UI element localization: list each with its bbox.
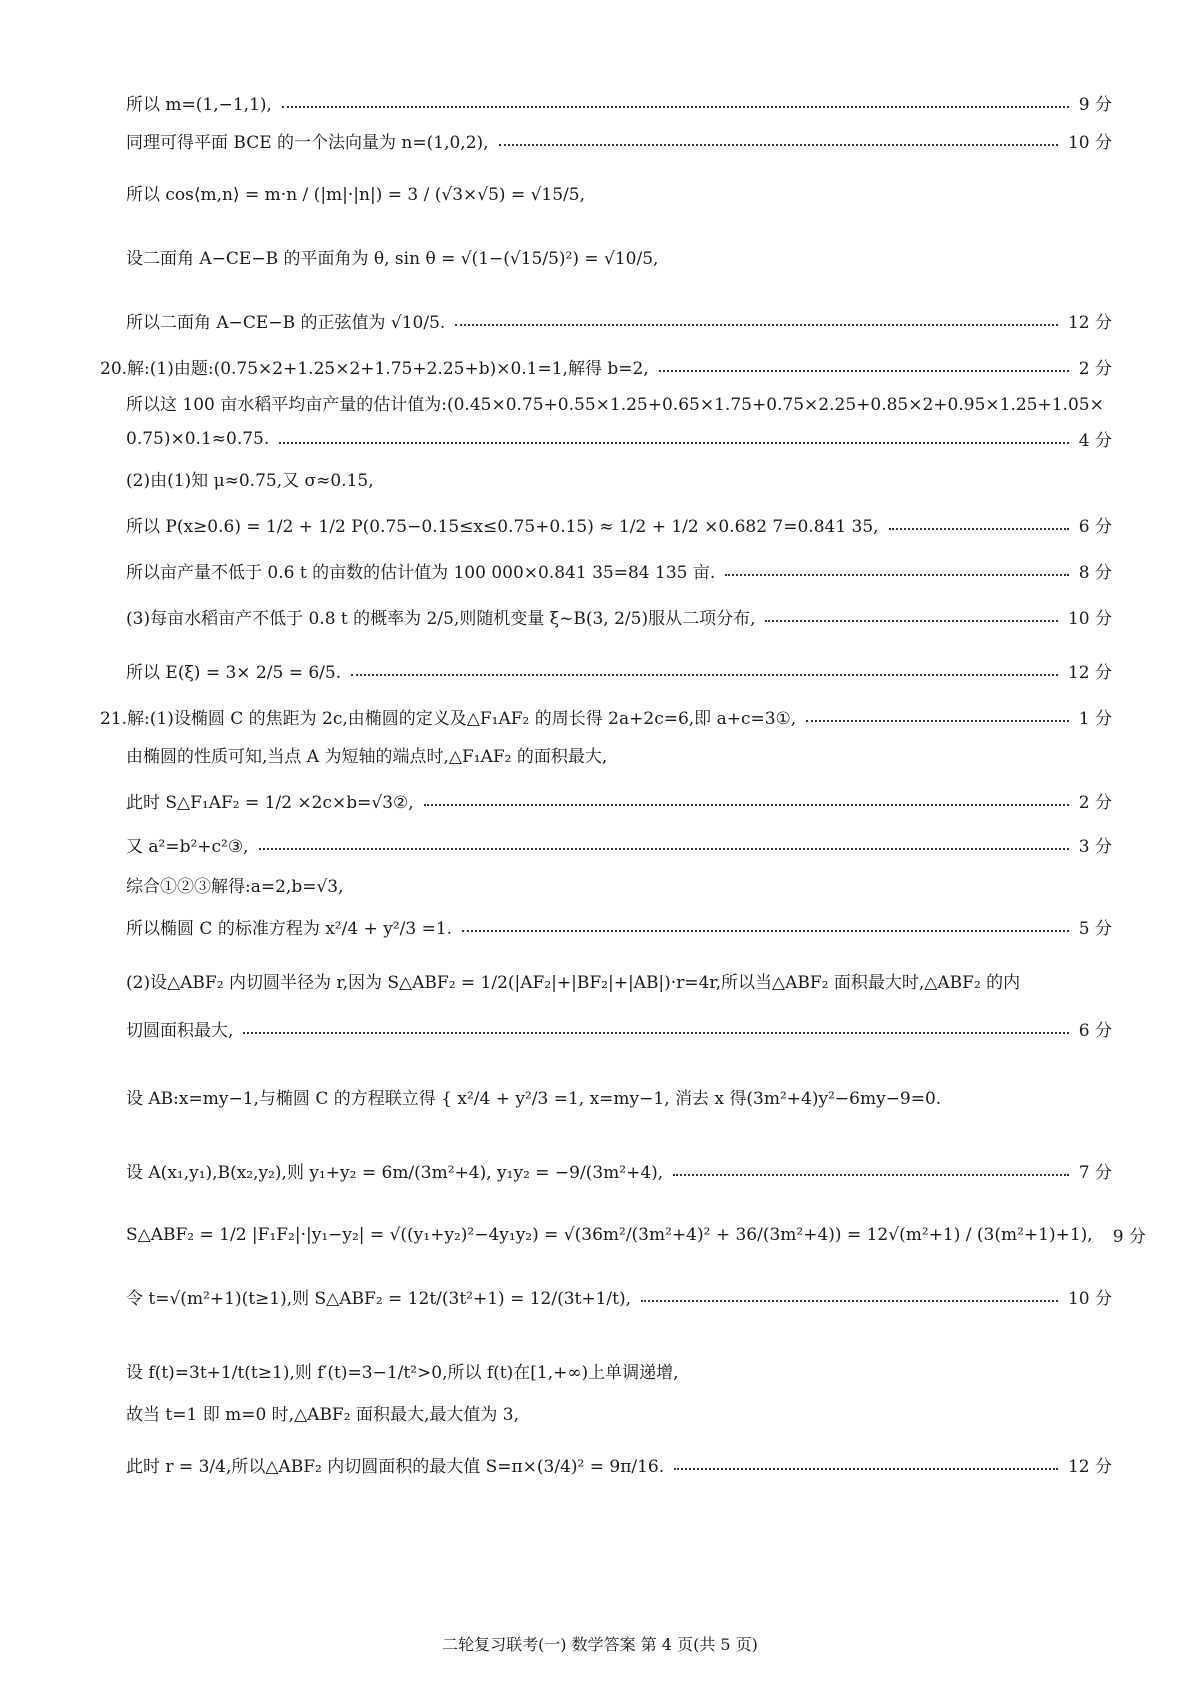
leader-dots [641, 1300, 1058, 1302]
line-text: 故当 t=1 即 m=0 时,△ABF₂ 面积最大,最大值为 3, [126, 1405, 519, 1425]
leader-dots [674, 1468, 1058, 1470]
leader-dots [806, 720, 1069, 722]
line-text: 由椭圆的性质可知,当点 A 为短轴的端点时,△F₁AF₂ 的面积最大, [126, 747, 608, 767]
solution-line [126, 90, 1112, 115]
page-footer: 二轮复习联考(一) 数学答案 第 4 页(共 5 页) [442, 1635, 758, 1654]
solution-line [126, 390, 1104, 415]
score-label: 3 分 [1078, 837, 1112, 857]
solution-line [126, 872, 344, 897]
line-text: 所以 P(x≥0.6) = 1/2 + 1/2 P(0.75−0.15≤x≤0.75+0.15) ≈ 1/2 + 1/2 ×0.682 7=0.841 35, [126, 517, 879, 537]
leader-dots [243, 1032, 1068, 1034]
score-label: 12 分 [1067, 663, 1112, 683]
score-label: 8 分 [1078, 563, 1112, 583]
solution-line [126, 1358, 679, 1383]
solution-line [126, 426, 1112, 451]
line-text: 所以 m=(1,−1,1), [126, 95, 272, 115]
solution-line [126, 788, 1112, 813]
line-text: 0.75)×0.1≈0.75. [126, 428, 270, 449]
line-text: 同理可得平面 BCE 的一个法向量为 n=(1,0,2), [126, 133, 489, 153]
solution-line [126, 308, 1112, 333]
line-text: 切圆面积最大, [126, 1021, 234, 1041]
score-label: 10 分 [1067, 133, 1112, 153]
solution-line [126, 832, 1112, 857]
leader-dots [259, 848, 1069, 850]
solution-line [126, 604, 1112, 629]
leader-dots [424, 804, 1069, 806]
solution-line [126, 742, 607, 767]
line-text: S△ABF₂ = 1/2 |F₁F₂|·|y₁−y₂| = √((y₁+y₂)²−4y₁y₂) = √(36m²/(3m²+4)² + 36/(3m²+4)) = 12√(m²+1) / (3(m²+1)+1), [126, 1224, 1093, 1245]
leader-dots [725, 574, 1069, 576]
leader-dots [673, 1174, 1069, 1176]
question-20-start [100, 354, 1112, 379]
solution-line [126, 1158, 1112, 1183]
score-label: 10 分 [1067, 609, 1112, 629]
line-text: (3)每亩水稻亩产不低于 0.8 t 的概率为 2/5,则随机变量 ξ~B(3, 2/5)服从二项分布, [126, 609, 756, 629]
line-text: 设二面角 A−CE−B 的平面角为 θ, sin θ = √(1−(√15/5)²) = √10/5, [126, 249, 659, 269]
solution-line [126, 658, 1112, 683]
solution-line [126, 1284, 1112, 1309]
leader-dots [889, 528, 1069, 530]
line-text: 21.解:(1)设椭圆 C 的焦距为 2c,由椭圆的定义及△F₁AF₂ 的周长得 2a+2c=6,即 a+c=3①, [100, 709, 797, 729]
leader-dots [462, 930, 1069, 932]
line-text: 设 A(x₁,y₁),B(x₂,y₂),则 y₁+y₂ = 6m/(3m²+4), y₁y₂ = −9/(3m²+4), [126, 1163, 664, 1183]
line-text: 所以 cos⟨m,n⟩ = m·n / (|m|·|n|) = 3 / (√3×√5) = √15/5, [126, 185, 585, 205]
leader-dots [351, 674, 1058, 676]
line-text: 所以椭圆 C 的标准方程为 x²/4 + y²/3 =1. [126, 919, 453, 939]
score-label: 9 分 [1112, 1227, 1146, 1247]
score-label: 9 分 [1078, 95, 1112, 115]
score-label: 7 分 [1078, 1163, 1112, 1183]
score-label: 12 分 [1067, 313, 1112, 333]
leader-dots [499, 144, 1058, 146]
leader-dots [279, 442, 1069, 444]
line-text: 令 t=√(m²+1)(t≥1),则 S△ABF₂ = 12t/(3t²+1) = 12/(3t+1/t), [126, 1289, 632, 1309]
solution-line [126, 914, 1112, 939]
score-label: 5 分 [1078, 919, 1112, 939]
line-text: 所以这 100 亩水稻平均亩产量的估计值为:(0.45×0.75+0.55×1.25+0.65×1.75+0.75×2.25+0.85×2+0.95×1.25+1.05× [126, 395, 1104, 415]
solution-line [126, 128, 1112, 153]
leader-dots [659, 370, 1069, 372]
line-text: 综合①②③解得:a=2,b=√3, [126, 877, 344, 897]
score-label: 2 分 [1078, 793, 1112, 813]
solution-line [126, 1452, 1112, 1477]
score-label: 10 分 [1067, 1289, 1112, 1309]
score-label: 1 分 [1078, 709, 1112, 729]
line-text: 又 a²=b²+c²③, [126, 837, 249, 857]
leader-dots [765, 620, 1057, 622]
question-21-start [100, 704, 1112, 729]
line-text: (2)由(1)知 μ≈0.75,又 σ≈0.15, [126, 471, 374, 491]
line-text: 设 AB:x=my−1,与椭圆 C 的方程联立得 { x²/4 + y²/3 =1, x=my−1, 消去 x 得(3m²+4)y²−6my−9=0. [126, 1089, 942, 1109]
solution-line [126, 512, 1112, 537]
line-text: 所以 E(ξ) = 3× 2/5 = 6/5. [126, 663, 342, 683]
line-text: 设 f(t)=3t+1/t(t≥1),则 f′(t)=3−1/t²>0,所以 f(t)在[1,+∞)上单调递增, [126, 1363, 679, 1383]
leader-dots [282, 106, 1069, 108]
line-text: 所以亩产量不低于 0.6 t 的亩数的估计值为 100 000×0.841 35=84 135 亩. [126, 563, 716, 583]
line-text: (2)设△ABF₂ 内切圆半径为 r,因为 S△ABF₂ = 1/2(|AF₂|+|BF₂|+|AB|)·r=4r,所以当△ABF₂ 面积最大时,△ABF₂ 的内 [126, 973, 1021, 993]
solution-line [126, 1016, 1112, 1041]
score-label: 4 分 [1078, 431, 1112, 451]
score-label: 6 分 [1078, 1021, 1112, 1041]
score-label: 2 分 [1078, 359, 1112, 379]
solution-line [126, 180, 585, 205]
solution-line [126, 244, 658, 269]
solution-line [126, 466, 374, 491]
solution-line [126, 968, 1020, 993]
solution-line [126, 1400, 519, 1425]
leader-dots [455, 324, 1058, 326]
solution-line [126, 1084, 941, 1109]
line-text: 此时 S△F₁AF₂ = 1/2 ×2c×b=√3②, [126, 793, 414, 813]
score-label: 12 分 [1067, 1457, 1112, 1477]
solution-line [126, 558, 1112, 583]
line-text: 20.解:(1)由题:(0.75×2+1.25×2+1.75+2.25+b)×0.1=1,解得 b=2, [100, 359, 649, 379]
line-text: 所以二面角 A−CE−B 的正弦值为 √10/5. [126, 313, 446, 333]
line-text: 此时 r = 3/4,所以△ABF₂ 内切圆面积的最大值 S=π×(3/4)² = 9π/16. [126, 1457, 665, 1477]
score-label: 6 分 [1078, 517, 1112, 537]
solution-line [126, 1222, 1146, 1247]
